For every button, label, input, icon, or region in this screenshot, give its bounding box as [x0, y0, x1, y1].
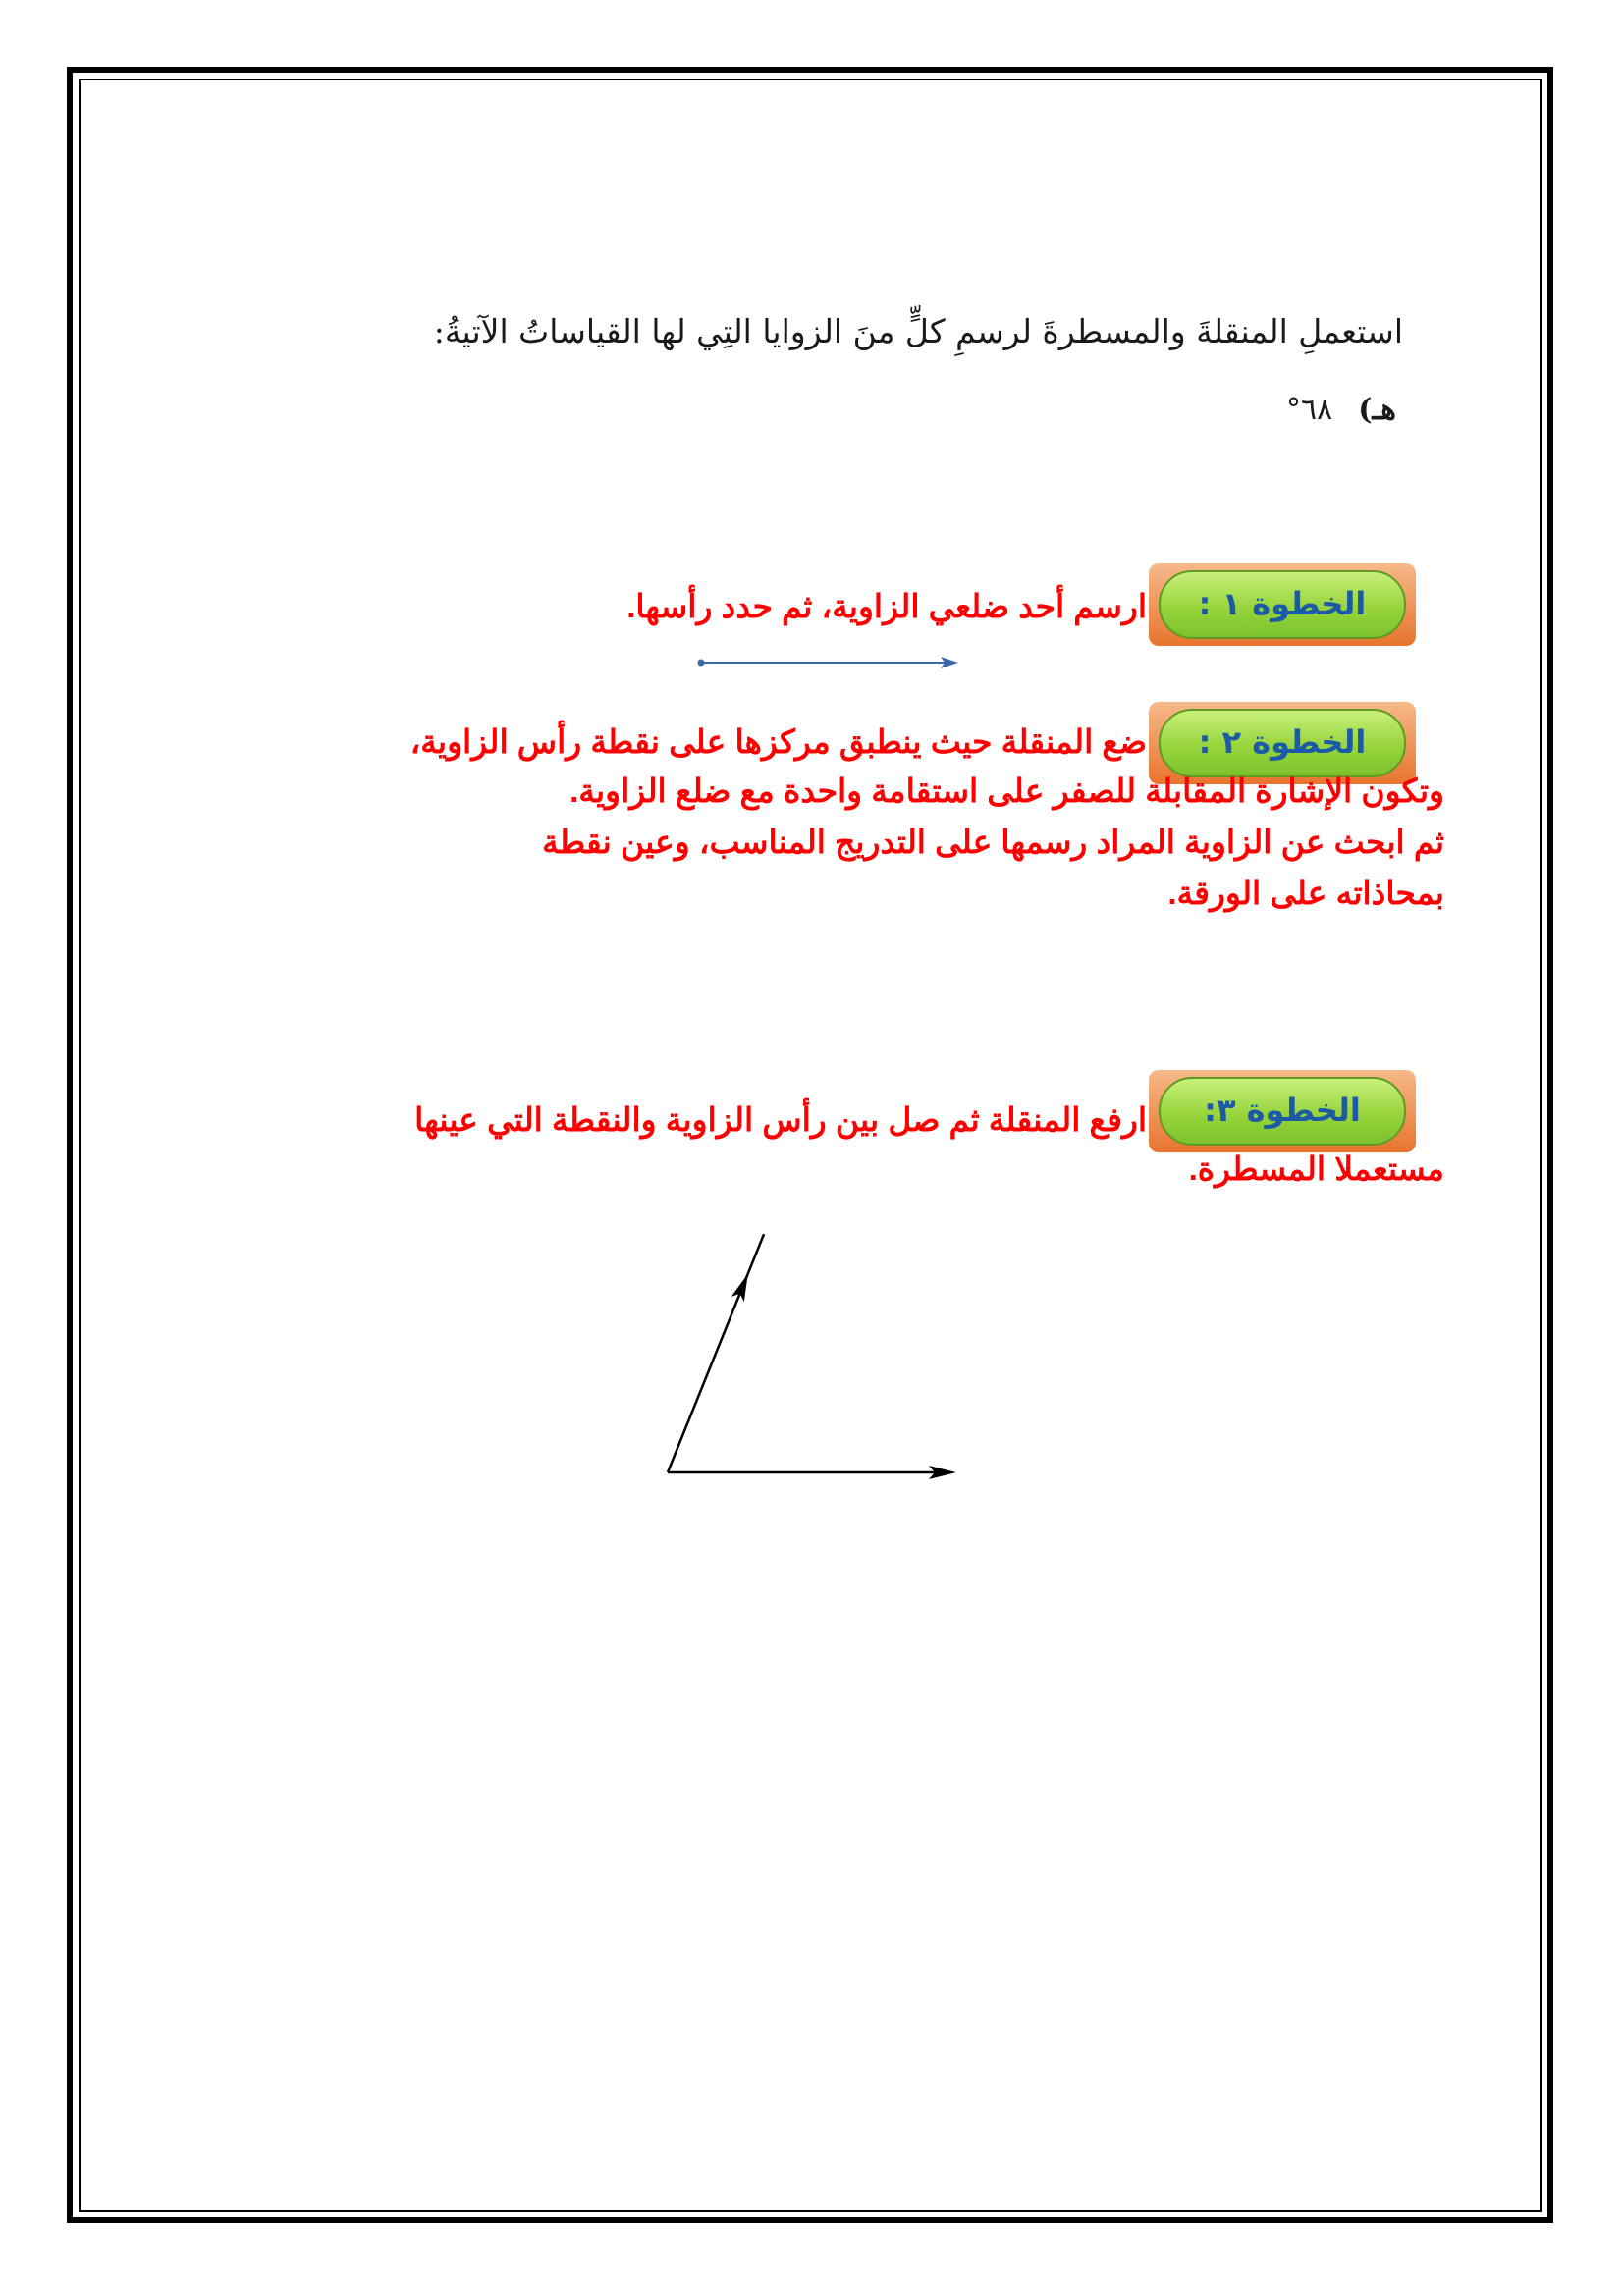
angle-figure	[628, 1232, 982, 1526]
step-3-badge	[1149, 1070, 1416, 1152]
step-3-badge-label: الخطوة ٣:	[1159, 1077, 1406, 1146]
step-2-text-rest	[542, 766, 1444, 919]
instruction-text: استعملِ المنقلةَ والمسطرةَ لرسمِ كلٍّ منَ الزوايا التِي لها القياساتُ الآتيةُ:	[433, 312, 1403, 350]
step-2-line: بمحاذاته على الورقة.	[1167, 875, 1444, 911]
step-2-line: ثم ابحث عن الزاوية المراد رسمها على التدريج المناسب، وعين نقطة	[542, 824, 1444, 860]
problem-angle-value: ٦٨°	[1285, 393, 1333, 427]
step-1-line: ارسم أحد ضلعي الزاوية، ثم حدد رأسها.	[626, 588, 1147, 624]
angle-slant-side	[668, 1234, 764, 1472]
problem-item	[1286, 393, 1396, 427]
step-3-text-first	[414, 1095, 1147, 1146]
step-1-badge	[1149, 563, 1416, 646]
step-1-badge-label: الخطوة ١ :	[1159, 570, 1406, 639]
step-3-line: ارفع المنقلة ثم صل بين رأس الزاوية والنقطة التي عينها	[414, 1101, 1147, 1138]
step-1-text	[626, 581, 1147, 632]
step-2-badge-label: الخطوة ٢ :	[1159, 709, 1406, 777]
step-2-text-first	[410, 717, 1147, 768]
problem-label: هـ)	[1358, 393, 1396, 427]
step-3-text-rest	[1189, 1144, 1444, 1195]
step-1-ray-figure	[687, 643, 982, 682]
step-2-line: وتكون الإشارة المقابلة للصفر على استقامة واحدة مع ضلع الزاوية.	[569, 773, 1444, 809]
step-2-line: ضع المنقلة حيث ينطبق مركزها على نقطة رأس الزاوية،	[409, 723, 1147, 760]
step-3-line: مستعملا المسطرة.	[1188, 1150, 1444, 1187]
angle-drawing	[668, 1234, 956, 1479]
